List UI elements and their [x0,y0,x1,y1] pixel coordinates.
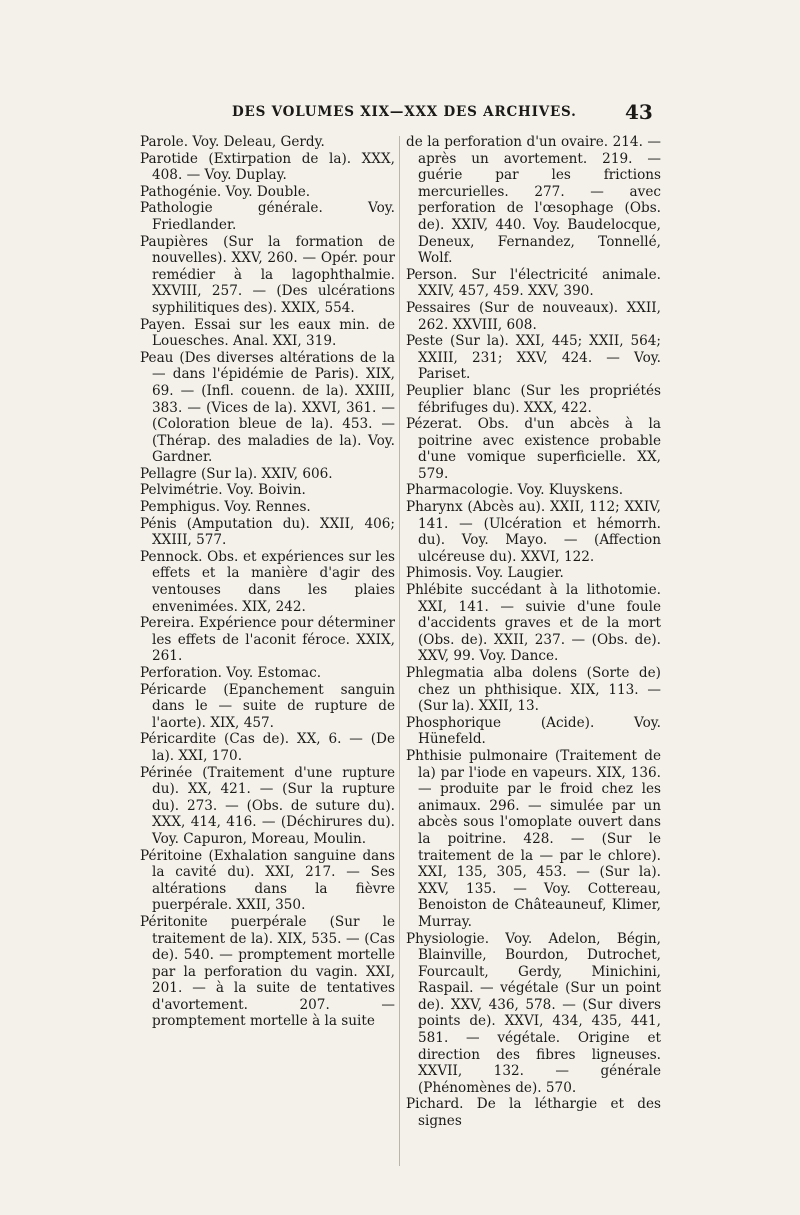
index-entry: Pathologie générale. Voy. Friedlander. [140,200,395,233]
index-entry: Pézerat. Obs. d'un abcès à la poitrine avec existence probable d'une vomique superficielle. XX, 579. [406,416,661,482]
index-entry: Pereira. Expérience pour déterminer les effets de l'aconit féroce. XXIX, 261. [140,615,395,665]
index-entry: Phlegmatia alba dolens (Sorte de) chez un phthisique. XIX, 113. — (Sur la). XXII, 13. [406,665,661,715]
left-index-column [140,134,395,1030]
index-entry: Péricardite (Cas de). XX, 6. — (De la). XXI, 170. [140,731,395,764]
index-entry: Pellagre (Sur la). XXIV, 606. [140,465,333,482]
index-entry: Perforation. Voy. Estomac. [140,665,322,681]
index-entry: Payen. Essai sur les eaux min. de Louesches. Anal. XXI, 319. [140,316,395,350]
index-entry: Pelvimétrie. Voy. Boivin. [140,482,306,499]
page-number: 43 [625,100,653,124]
index-entry: Pichard. De la léthargie et des signes [406,1096,661,1130]
index-entry: Périnée (Traitement d'une rupture du). XX, 421. — (Sur la rupture du). 273. — (Obs. de suture du). XXX, 414, 416. — (Déchirures du). Voy. Capuron, Moreau, Moulin. [140,764,395,847]
index-entry: Peuplier blanc (Sur les propriétés fébrifuges du). XXX, 422. [406,382,661,416]
index-entry: Paupières (Sur la formation de nouvelles). XXV, 260. — Opér. pour remédier à la lagophthalmie. XXVIII, 257. — (Des ulcérations syphilitiques des). XXIX, 554. [140,233,395,316]
index-entry: Peste (Sur la). XXI, 445; XXII, 564; XXIII, 231; XXV, 424. — Voy. Pariset. [406,333,661,383]
right-index-column [406,134,661,1130]
index-entry: Pharynx (Abcès au). XXII, 112; XXIV, 141. — (Ulcération et hémorrh. du). Voy. Mayo. — (Affection ulcéreuse du). XXVI, 122. [406,499,661,565]
index-entry: Péritonite puerpérale (Sur le traitement de la). XIX, 535. — (Cas de). 540. — promptement mortelle par la perforation du vagin. XXI, 201. — à la suite de tentatives d'avortement. 207. — promptement mortelle à la suite [140,913,395,1030]
index-entry: Pemphigus. Voy. Rennes. [140,499,311,516]
index-entry: Parotide (Extirpation de la). XXX, 408. — Voy. Duplay. [140,150,395,184]
index-entry: Phimosis. Voy. Laugier. [406,565,564,582]
running-title: DES VOLUMES XIX—XXX DES ARCHIVES. [232,104,577,120]
index-entry: Phlébite succédant à la lithotomie. XXI, 141. — suivie d'une foule d'accidents graves et de la mort (Obs. de). XXII, 237. — (Obs. de). XXV, 99. Voy. Dance. [406,582,661,665]
index-entry: Pathogénie. Voy. Double. [140,183,311,200]
index-entry: Pénis (Amputation du). XXII, 406; XXIII, 577. [140,515,395,549]
index-entry: Péritoine (Exhalation sanguine dans la cavité du). XXI, 217. — Ses altérations dans la fièvre puerpérale. XXII, 350. [140,847,395,914]
index-entry: Péricarde (Epanchement sanguin dans le — suite de rupture de l'aorte). XIX, 457. [140,681,395,731]
index-entry: Person. Sur l'électricité animale. XXIV, 457, 459. XXV, 390. [406,266,661,300]
index-entry: Peau (Des diverses altérations de la — dans l'épidémie de Paris). XIX, 69. — (Infl. couenn. de la). XXIII, 383. — (Vices de la). XXVI, 361. — (Coloration bleue de la). 453. — (Thérap. des maladies de la). Voy. Gardner. [140,349,395,466]
index-entry: Parole. Voy. Deleau, Gerdy. [140,134,325,150]
index-entry: Pessaires (Sur de nouveaux). XXII, 262. XXVIII, 608. [406,299,661,333]
index-entry: Physiologie. Voy. Adelon, Bégin, Blainville, Bourdon, Dutrochet, Fourcault, Gerdy, Minichini, Raspail. — végétale (Sur un point de). XXV, 436, 578. — (Sur divers points de). XXVI, 434, 435, 441, 581. — végétale. Origine et direction des fibres ligneuses. XXVII, 132. — générale (Phénomènes de). 570. [406,930,661,1096]
index-entry: Phthisie pulmonaire (Traitement de la) par l'iode en vapeurs. XIX, 136. — produite par le froid chez les animaux. 296. — simulée par un abcès sous l'omoplate ouvert dans la poitrine. 428. — (Sur le traitement de la — par le chlore). XXI, 135, 305, 453. — (Sur la). XXV, 135. — Voy. Cottereau, Benoiston de Châteauneuf, Klimer, Murray. [406,747,661,930]
index-entry: de la perforation d'un ovaire. 214. — après un avortement. 219. — guérie par les frictions mercurielles. 277. — avec perforation de l'œsophage (Obs. de). XXIV, 440. Voy. Baudelocque, Deneux, Fernandez, Tonnellé, Wolf. [406,134,661,267]
index-entry: Pennock. Obs. et expériences sur les effets et la manière d'agir des ventouses dans les plaies envenimées. XIX, 242. [140,548,395,615]
index-entry: Pharmacologie. Voy. Kluyskens. [406,482,624,499]
column-divider [399,136,400,1166]
page-header [0,100,800,126]
index-entry: Phosphorique (Acide). Voy. Hünefeld. [406,714,661,748]
